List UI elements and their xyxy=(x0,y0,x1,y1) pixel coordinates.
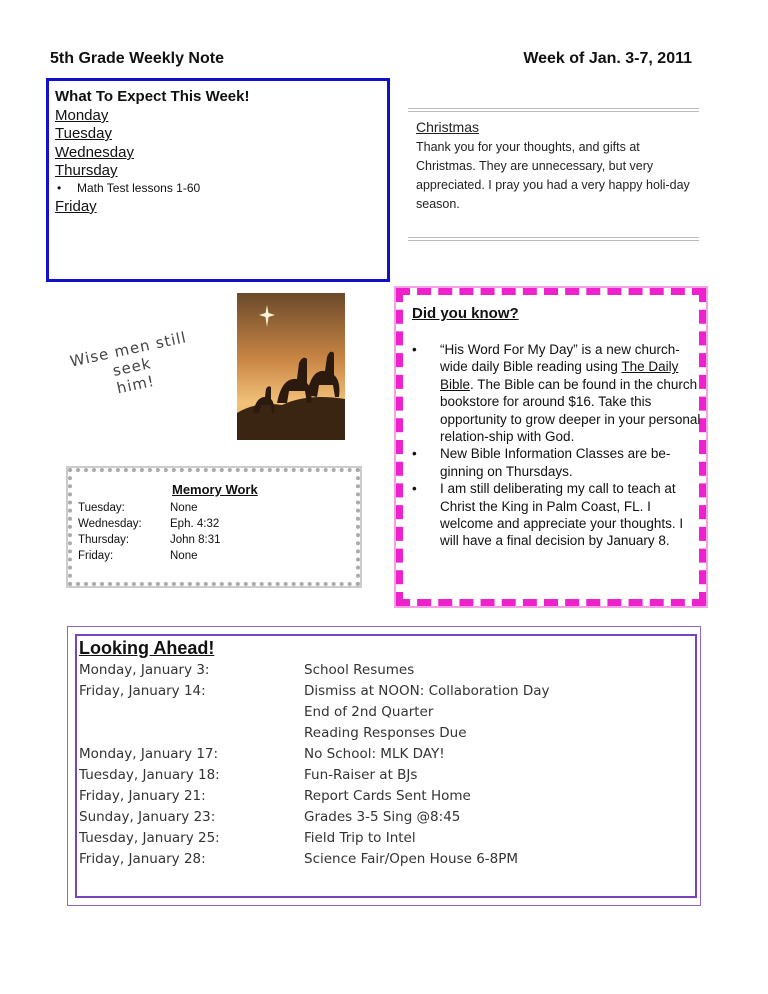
day-thursday: Thursday xyxy=(55,162,118,179)
event-date: Tuesday, January 25: xyxy=(79,830,220,846)
event-name: Science Fair/Open House 6-8PM xyxy=(304,851,519,867)
christmas-title: Christmas xyxy=(416,119,480,135)
wise-men-line-2: him! xyxy=(115,371,157,398)
memory-row xyxy=(78,550,198,566)
memory-verse: None xyxy=(170,550,198,562)
memory-row xyxy=(78,534,221,550)
item-text: New Bible Information Classes are be-ginning on Thursdays. xyxy=(440,446,671,479)
item-text: I am still deliberating my call to teach at Christ the King in Palm Coast, FL. I welcome and appreciate your thoughts. I will have a final decision by January 8. xyxy=(440,481,684,549)
memory-verse: None xyxy=(170,502,198,514)
thursday-item-text: Math Test lessons 1-60 xyxy=(77,181,201,195)
memory-verse: John 8:31 xyxy=(170,534,221,546)
event-date: Friday, January 28: xyxy=(79,851,206,867)
memory-day: Friday: xyxy=(78,550,114,562)
list-item xyxy=(412,480,704,550)
divider-top xyxy=(408,108,699,112)
event-name: School Resumes xyxy=(304,662,415,678)
event-date: Tuesday, January 18: xyxy=(79,767,220,783)
memory-day: Thursday: xyxy=(78,534,130,546)
newsletter-title: 5th Grade Weekly Note xyxy=(50,50,224,67)
thursday-item xyxy=(57,181,200,195)
memory-day: Tuesday: xyxy=(78,502,125,514)
list-item xyxy=(412,445,704,480)
event-name: No School: MLK DAY! xyxy=(304,746,445,762)
memory-row xyxy=(78,518,219,534)
event-name: Report Cards Sent Home xyxy=(304,788,471,804)
event-name: Dismiss at NOON: Collaboration Day xyxy=(304,683,550,699)
did-you-know-title: Did you know? xyxy=(412,305,519,322)
event-date: Friday, January 14: xyxy=(79,683,206,699)
memory-verse: Eph. 4:32 xyxy=(170,518,220,530)
week-date: Week of Jan. 3-7, 2011 xyxy=(523,50,692,67)
day-wednesday: Wednesday xyxy=(55,144,134,161)
memory-row xyxy=(78,502,198,518)
wise-men-image xyxy=(237,293,345,440)
bullet-icon: • xyxy=(412,446,417,462)
memory-work-box xyxy=(68,468,360,586)
divider-bottom xyxy=(408,237,699,241)
event-date: Friday, January 21: xyxy=(79,788,206,804)
event-date: Monday, January 17: xyxy=(79,746,219,762)
wise-men-line-1: Wise men still seek xyxy=(68,328,189,380)
did-you-know-list xyxy=(412,341,704,550)
daily-bible-link[interactable]: The Daily Bible xyxy=(440,359,679,392)
event-date: Sunday, January 23: xyxy=(79,809,216,825)
list-item xyxy=(412,341,704,445)
event-name: Reading Responses Due xyxy=(304,725,467,741)
did-you-know-box xyxy=(396,288,706,606)
what-to-expect-box xyxy=(46,78,390,282)
event-date: Monday, January 3: xyxy=(79,662,210,678)
event-name: Grades 3-5 Sing @8:45 xyxy=(304,809,461,825)
bullet-icon: • xyxy=(412,481,417,497)
memory-work-title: Memory Work xyxy=(172,482,258,497)
event-name: Fun-Raiser at BJs xyxy=(304,767,418,783)
day-monday: Monday xyxy=(55,107,109,124)
event-name: End of 2nd Quarter xyxy=(304,704,434,720)
event-name: Field Trip to Intel xyxy=(304,830,416,846)
bullet-icon: • xyxy=(412,342,417,357)
day-friday: Friday xyxy=(55,198,97,215)
looking-ahead-title: Looking Ahead! xyxy=(79,638,215,658)
day-tuesday: Tuesday xyxy=(55,125,112,142)
christmas-body: Thank you for your thoughts, and gifts at Christmas. They are unnecessary, but very appreciated. I pray you had a very happy holi-day season. xyxy=(416,140,690,211)
wise-men-caption xyxy=(48,324,216,410)
memory-day: Wednesday: xyxy=(78,518,142,530)
bullet-icon: • xyxy=(57,181,62,195)
what-to-expect-title: What To Expect This Week! xyxy=(55,88,250,105)
item-text: . The Bible can be found in the church bookstore for around $16. Take this opportunity to grow deeper in your personal relation-ship with God. xyxy=(440,376,701,445)
item-text: “His Word For My Day” is a new church-wide daily Bible reading using xyxy=(440,342,680,375)
